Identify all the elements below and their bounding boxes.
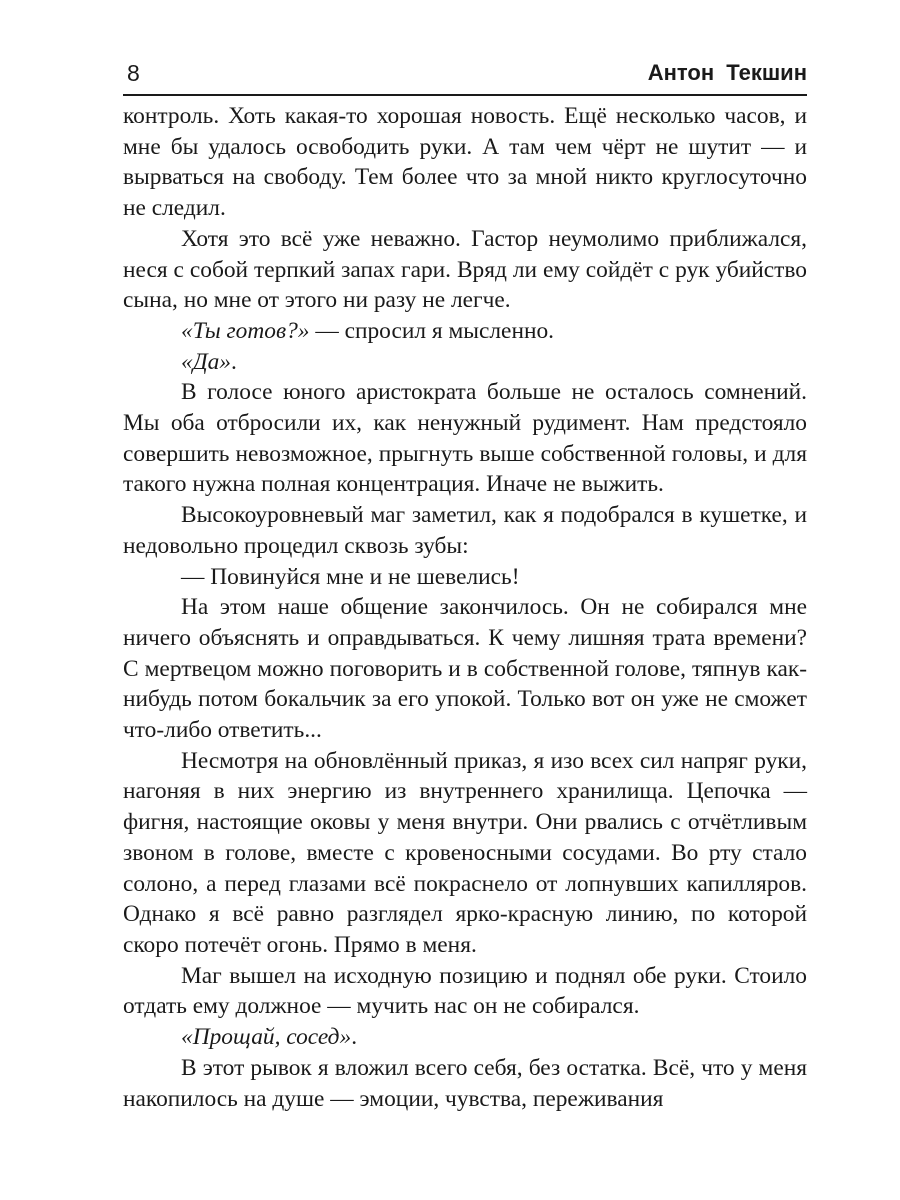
page-header — [123, 58, 807, 96]
paragraph: Хотя это всё уже неважно. Гастор неумолимо приближался, неся с собой терпкий запах гари. Вряд ли ему сойдёт с рук убийство сына, но мне от этого ни разу не легче. — [123, 225, 807, 314]
dialogue-line: «Да». — [181, 348, 237, 375]
dialogue-line: — Повинуйся мне и не шевелись! — [181, 563, 520, 590]
italic-thought: «Да» — [181, 348, 231, 375]
italic-thought: «Прощай, сосед» — [181, 1024, 352, 1051]
paragraph: В этот рывок я вложил всего себя, без остатка. Всё, что у меня накопилось на душе — эмоции, чувства, переживания — [123, 1054, 807, 1112]
paragraph: контроль. Хоть какая-то хорошая новость. Ещё несколько часов, и мне бы удалось освободить руки. А там чем чёрт не шутит — и вырваться на свободу. Тем более что за мной никто круглосуточно не следил. — [123, 103, 807, 222]
body-text — [123, 101, 807, 1114]
italic-thought: «Ты готов?» — [181, 317, 310, 344]
dialogue-line: «Ты готов?» — спросил я мысленно. — [181, 317, 555, 344]
running-head-author: Антон Текшин — [647, 60, 807, 85]
page-number: 8 — [127, 60, 140, 86]
dialogue-line: «Прощай, сосед». — [181, 1024, 358, 1051]
paragraph: В голосе юного аристократа больше не осталось сомнений. Мы оба отбросили их, как ненужный рудимент. Нам предстояло совершить невозможное, прыгнуть выше собственной головы, и для такого нужна полная концентрация. Иначе не выжить. — [123, 379, 807, 498]
paragraph: На этом наше общение закончилось. Он не собирался мне ничего объяснять и оправдываться. К чему лишняя трата времени? С мертвецом можно поговорить и в собственной голове, тяпнув как-нибудь потом бокальчик за его упокой. Только вот он уже не сможет что-либо ответить... — [123, 594, 807, 744]
paragraph: Маг вышел на исходную позицию и поднял обе руки. Стоило отдать ему должное — мучить нас он не собирался. — [123, 962, 807, 1020]
paragraph: Несмотря на обновлённый приказ, я изо всех сил напряг руки, нагоняя в них энергию из внутреннего хранилища. Цепочка — фигня, настоящие оковы у меня внутри. Они рвались с отчётливым звоном в голове, вместе с кровеносными сосудами. Во рту стало солоно, а перед глазами всё покраснело от лопнувших капилляров. Однако я всё равно разглядел ярко-красную линию, по которой скоро потечёт огонь. Прямо в меня. — [123, 747, 807, 958]
paragraph: Высокоуровневый маг заметил, как я подобрался в кушетке, и недовольно процедил сквозь зубы: — [123, 502, 807, 559]
